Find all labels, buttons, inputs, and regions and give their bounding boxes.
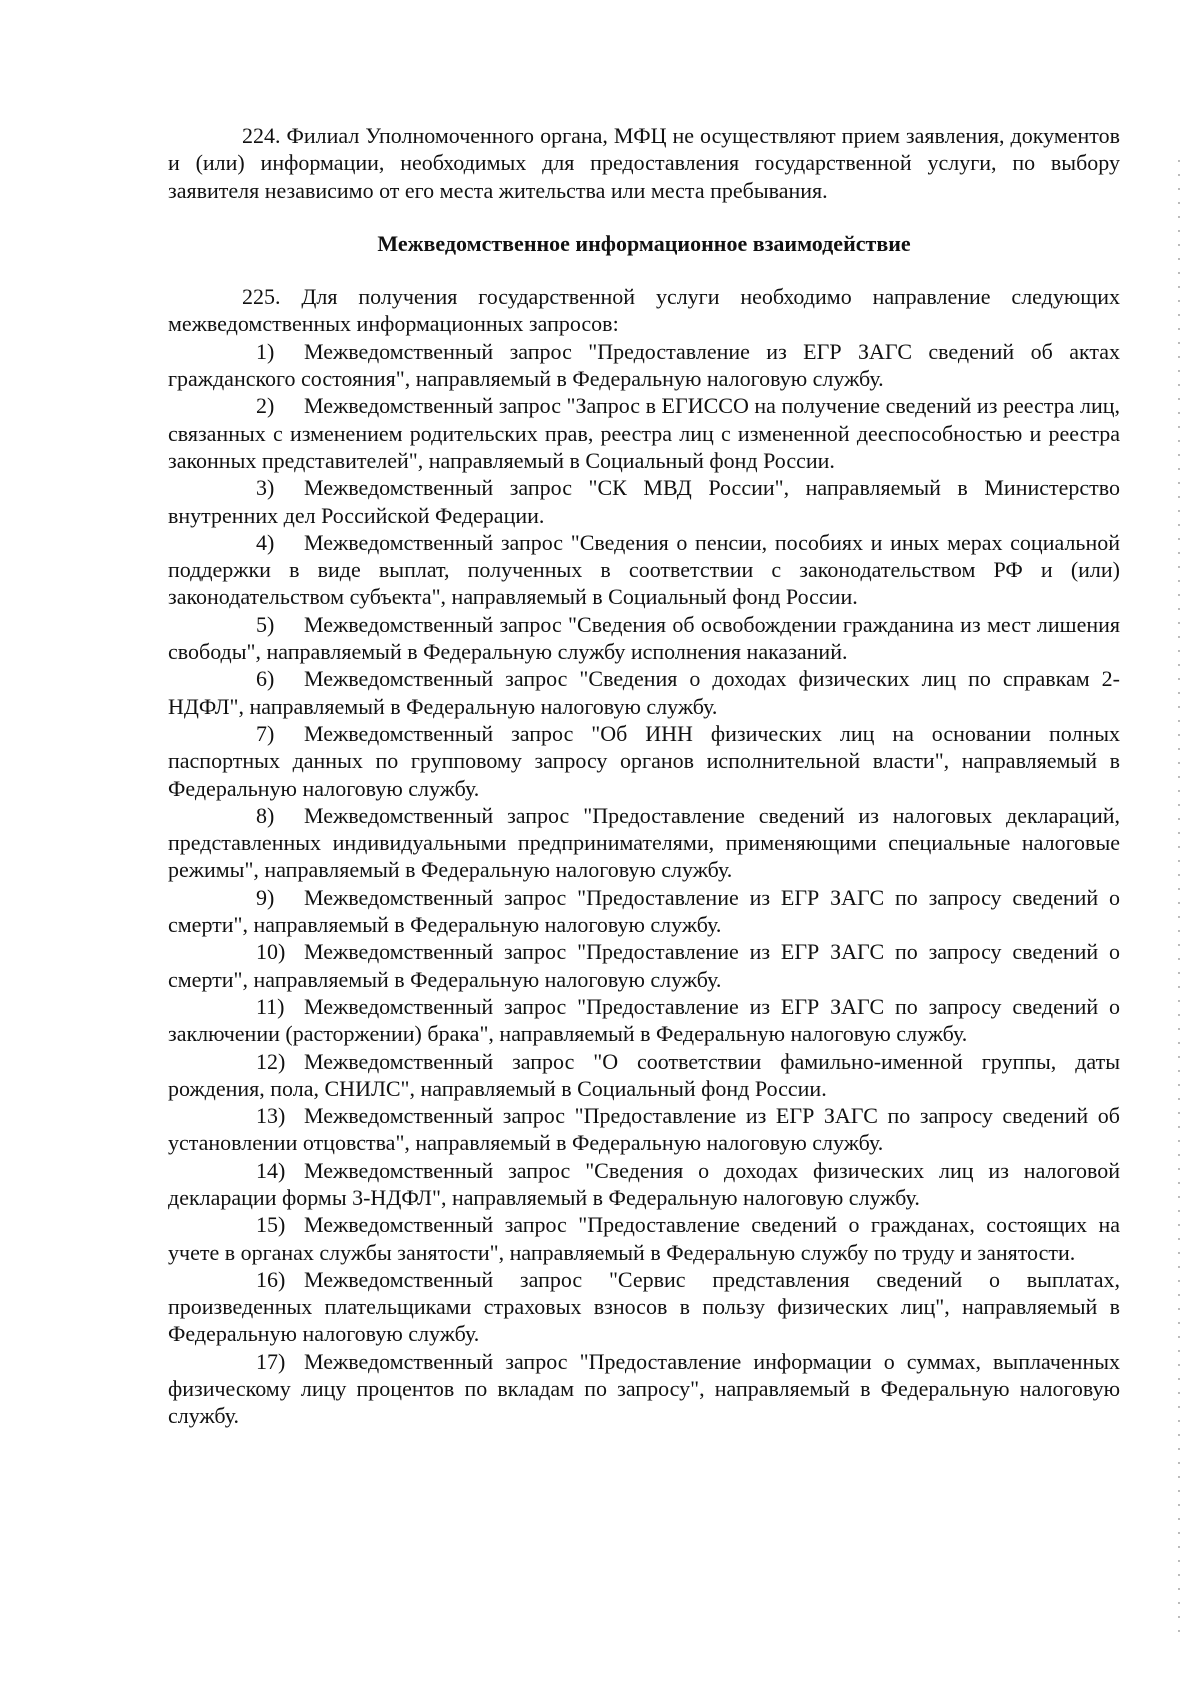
item-number: 12): [256, 1048, 286, 1074]
item-number: 11): [256, 993, 285, 1019]
item-number: 9): [256, 884, 275, 910]
item-text: Межведомственный запрос "Предоставление из ЕГР ЗАГС по запросу сведений о смерти", направляемый в Федеральную налоговую службу.: [168, 884, 1120, 938]
item-number: 2): [256, 393, 275, 419]
item-text: Межведомственный запрос "Сведения об освобождении гражданина из мест лишения свободы", направляемый в Федеральную службу исполнения наказаний.: [168, 611, 1120, 665]
item-text: Межведомственный запрос "Предоставление сведений о гражданах, состоящих на учете в органах службы занятости", направляемый в Федеральную службу по труду и занятости.: [168, 1212, 1120, 1265]
item-text: Межведомственный запрос "Предоставление из ЕГР ЗАГС по запросу сведений о заключении (расторжении) брака", направляемый в Федеральную налоговую службу.: [168, 993, 1120, 1047]
item-text: Межведомственный запрос "Предоставление из ЕГР ЗАГС по запросу сведений о смерти", направляемый в Федеральную налоговую службу.: [168, 939, 1120, 992]
scan-edge-marks: [1178, 160, 1180, 1640]
item-text: Межведомственный запрос "Предоставление сведений из налоговых деклараций, представленных индивидуальными предпринимателями, применяющими специальные налоговые режимы", направляемый в Федеральную налоговую службу.: [168, 802, 1120, 883]
item-number: 7): [256, 720, 275, 746]
list-item: [168, 884, 1120, 939]
document-page: [168, 122, 1120, 1430]
list-item: [168, 338, 1120, 393]
list-item: [168, 1348, 1120, 1430]
section-heading: Межведомственное информационное взаимодействие: [377, 230, 911, 256]
list-item: [168, 1102, 1120, 1157]
list-item: [168, 1266, 1120, 1348]
item-text: Межведомственный запрос "Запрос в ЕГИССО на получение сведений из реестра лиц, связанных с изменением родительских прав, реестра лиц с измененной дееспособностью и реестра законных представителей", направляемый в Социальный фонд России.: [168, 393, 1120, 473]
item-text: Межведомственный запрос "СК МВД России", направляемый в Министерство внутренних дел Российской Федерации.: [168, 475, 1120, 528]
list-item: [168, 993, 1120, 1048]
item-number: 10): [256, 939, 286, 965]
list-item: [168, 1157, 1120, 1212]
item-number: 6): [256, 666, 275, 692]
item-number: 8): [256, 802, 275, 828]
paragraph-225: 225. Для получения государственной услуги необходимо направление следующих межведомственных информационных запросов:: [168, 284, 1120, 337]
item-text: Межведомственный запрос "О соответствии фамильно-именной группы, даты рождения, пола, СНИЛС", направляемый в Социальный фонд России.: [168, 1048, 1120, 1101]
item-text: Межведомственный запрос "Предоставление информации о суммах, выплаченных физическому лицу процентов по вкладам по запросу", направляемый в Федеральную налоговую службу.: [168, 1348, 1120, 1429]
item-text: Межведомственный запрос "Об ИНН физических лиц на основании полных паспортных данных по групповому запросу органов исполнительной власти", направляемый в Федеральную налоговую службу.: [168, 720, 1120, 801]
item-text: Межведомственный запрос "Сведения о доходах физических лиц из налоговой декларации формы 3-НДФЛ", направляемый в Федеральную налоговую службу.: [168, 1157, 1120, 1210]
item-text: Межведомственный запрос "Предоставление из ЕГР ЗАГС сведений об актах гражданского состояния", направляемый в Федеральную налоговую службу.: [168, 338, 1120, 392]
item-text: Межведомственный запрос "Сервис представления сведений о выплатах, произведенных плательщиками страховых взносов в пользу физических лиц", направляемый в Федеральную налоговую службу.: [168, 1266, 1120, 1347]
item-number: 5): [256, 611, 275, 637]
list-item: [168, 1048, 1120, 1103]
list-item: [168, 474, 1120, 529]
item-text: Межведомственный запрос "Сведения о пенсии, пособиях и иных мерах социальной поддержки в виде выплат, полученных в соответствии с законодательством РФ и (или) законодательством субъекта", направляемый в Социальный фонд России.: [168, 529, 1120, 610]
list-item: [168, 611, 1120, 666]
paragraph-224: 224. Филиал Уполномоченного органа, МФЦ не осуществляют прием заявления, документов и (или) информации, необходимых для предоставления государственной услуги, по выбору заявителя независимо от его места жительства или места пребывания.: [168, 123, 1120, 203]
item-number: 16): [256, 1266, 286, 1292]
list-item: [168, 392, 1120, 474]
list-item: [168, 1211, 1120, 1266]
item-number: 1): [256, 338, 275, 364]
list-item: [168, 938, 1120, 993]
list-item: [168, 665, 1120, 720]
item-number: 3): [256, 475, 275, 501]
list-item: [168, 529, 1120, 611]
item-number: 17): [256, 1348, 286, 1374]
item-text: Межведомственный запрос "Предоставление из ЕГР ЗАГС по запросу сведений об установлении отцовства", направляемый в Федеральную налоговую службу.: [168, 1103, 1120, 1156]
item-number: 14): [256, 1157, 286, 1183]
item-text: Межведомственный запрос "Сведения о доходах физических лиц по справкам 2-НДФЛ", направляемый в Федеральную налоговую службу.: [168, 666, 1120, 719]
item-number: 13): [256, 1103, 286, 1129]
item-number: 4): [256, 529, 275, 555]
item-number: 15): [256, 1212, 286, 1238]
request-list: [168, 338, 1120, 1430]
list-item: [168, 720, 1120, 802]
list-item: [168, 802, 1120, 884]
